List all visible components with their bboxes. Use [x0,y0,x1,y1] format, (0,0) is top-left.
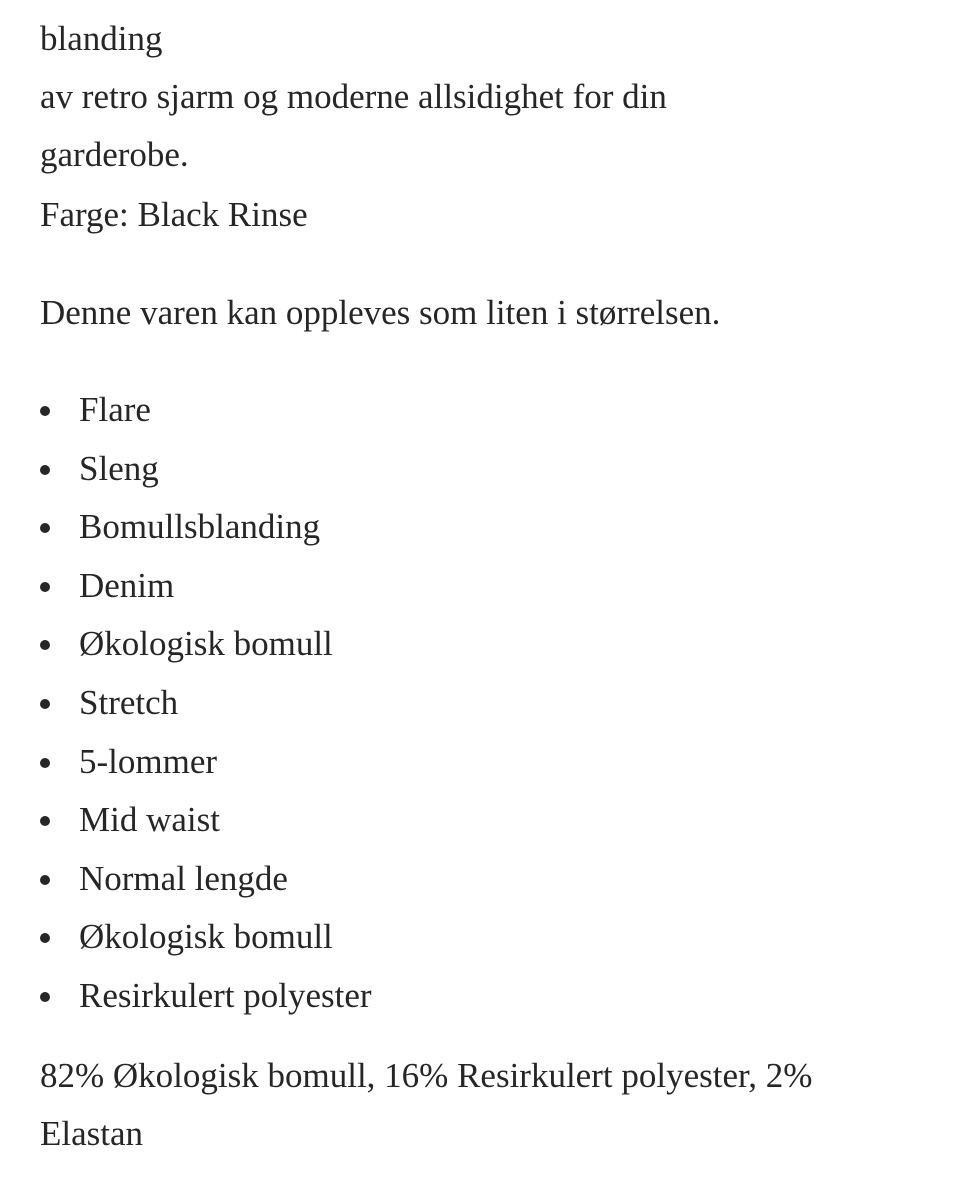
feature-label: Flare [79,390,151,429]
feature-label: Økologisk bomull [79,624,333,664]
bullet-icon [40,816,50,826]
color-line: Farge: Black Rinse [40,195,308,234]
feature-label: Resirkulert polyester [79,975,372,1015]
bullet-icon [40,992,50,1002]
composition-line-1: 82% Økologisk bomull, 16% Resirkulert polyester, 2% [40,1056,813,1095]
feature-label: Bomullsblanding [79,507,321,547]
feature-label: Stretch [79,682,179,722]
bullet-icon [40,523,50,533]
bullet-icon [40,406,50,416]
intro-line-2: av retro sjarm og moderne allsidighet for din [40,77,667,116]
feature-list-item [40,791,372,850]
feature-list-item [40,674,372,733]
feature-label: 5-lommer [79,741,218,781]
feature-list-item [40,381,372,440]
bullet-icon [40,640,50,650]
feature-label: Denim [79,565,175,605]
feature-list-item [40,908,372,967]
feature-list-item [40,615,372,674]
feature-list-item [40,733,372,792]
bullet-icon [40,758,50,768]
feature-label: Sleng [79,448,159,488]
feature-label: Økologisk bomull [79,917,333,957]
composition-line-2: Elastan [40,1114,144,1153]
material-composition [40,1047,930,1163]
bullet-icon [40,699,50,709]
bullet-icon [40,875,50,885]
feature-label: Mid waist [79,800,220,840]
feature-list-item [40,498,372,557]
bullet-icon [40,465,50,475]
size-note: Denne varen kan oppleves som liten i størrelsen. [40,293,721,332]
feature-label: Normal lengde [79,858,288,898]
bullet-icon [40,933,50,943]
feature-list-item [40,850,372,909]
feature-list-item [40,557,372,616]
intro-line-1: blanding [40,19,163,58]
feature-list-item [40,440,372,499]
feature-list [40,381,372,1026]
feature-list-item [40,967,372,1026]
bullet-icon [40,582,50,592]
intro-paragraph [40,0,930,184]
intro-line-3: garderobe. [40,135,189,174]
